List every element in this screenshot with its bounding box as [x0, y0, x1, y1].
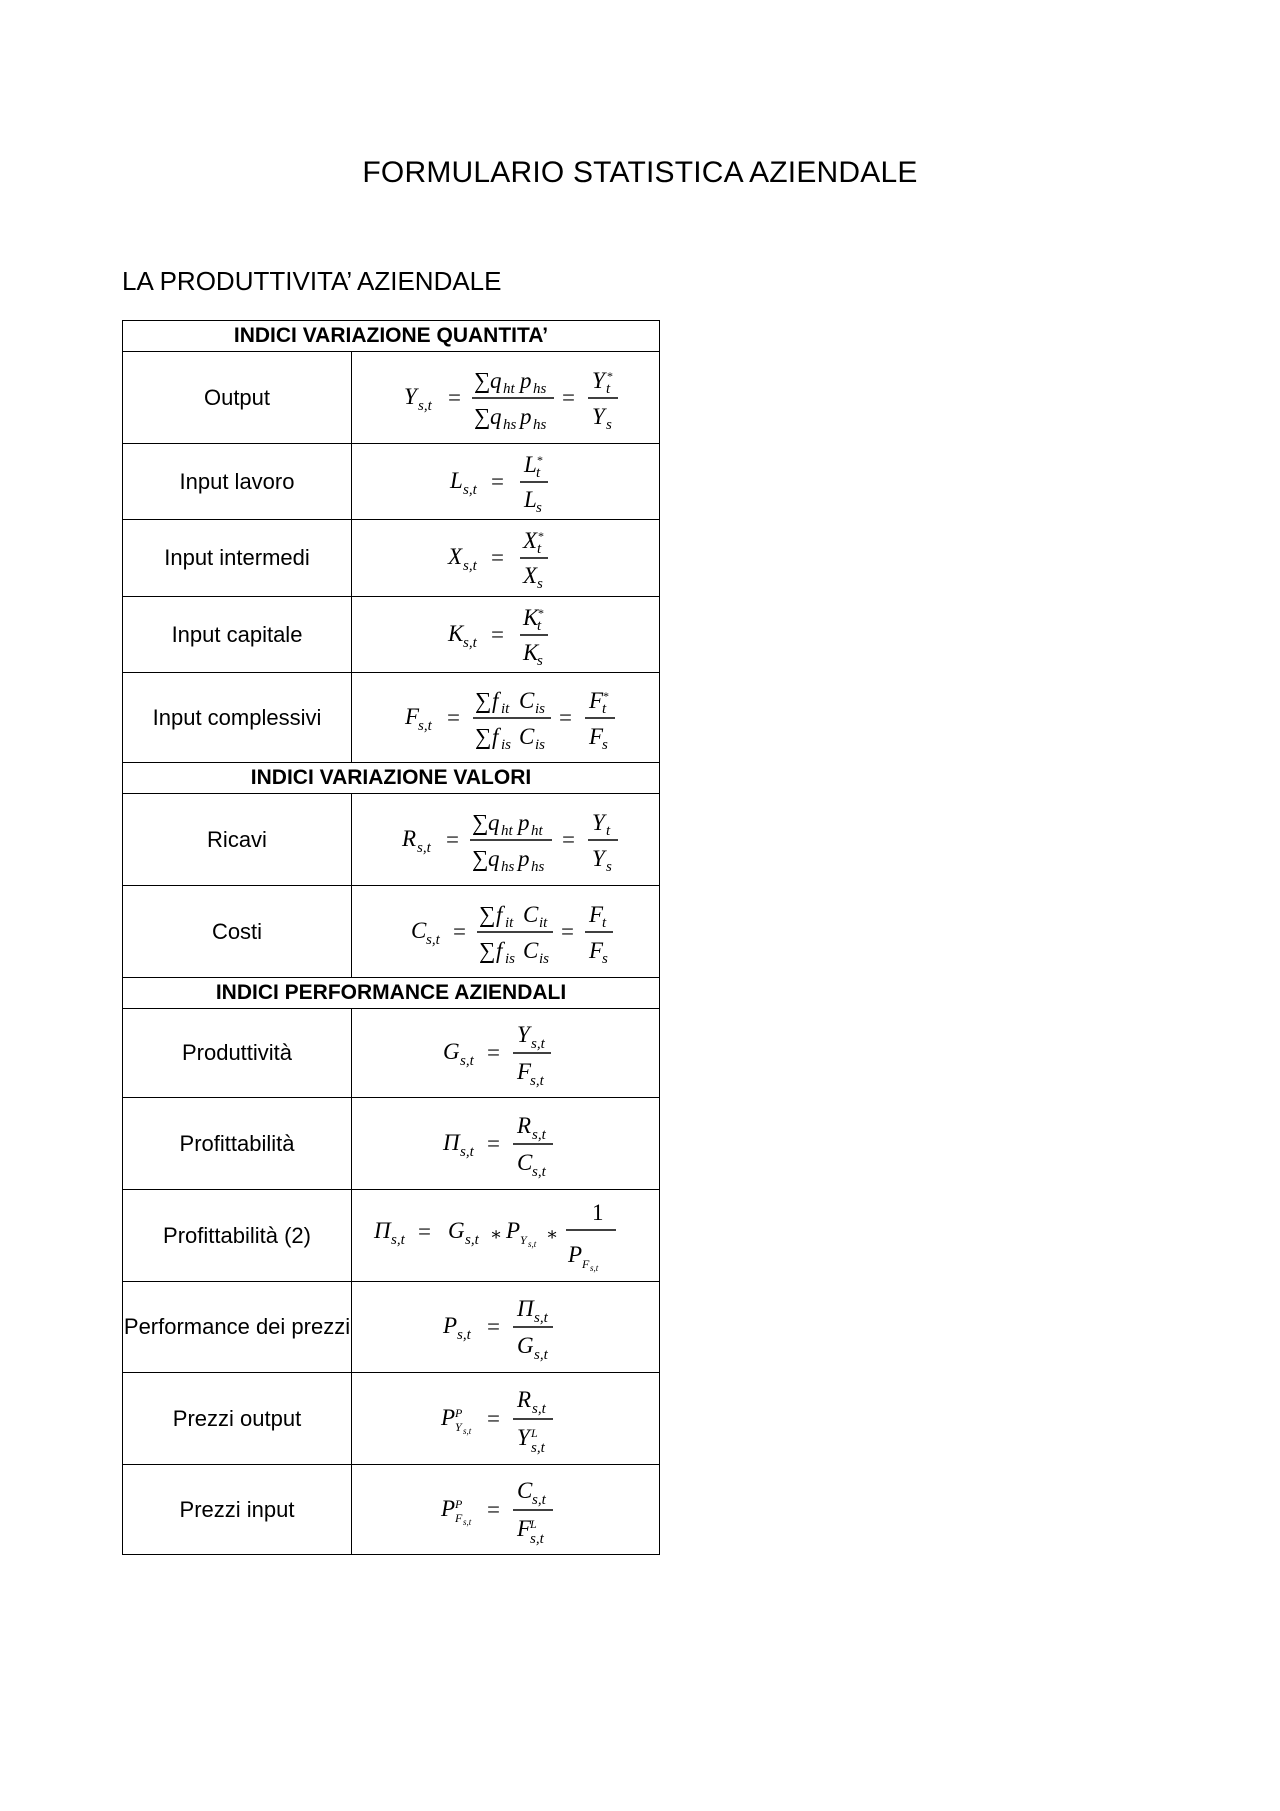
svg-text:G: G	[442, 1039, 460, 1064]
formula-input-capitale-graphic	[436, 600, 576, 670]
svg-text:s,t: s,t	[462, 558, 477, 574]
svg-text:s,t: s,t	[533, 1347, 548, 1363]
svg-text:K: K	[447, 620, 463, 646]
svg-text:C: C	[516, 1149, 532, 1175]
svg-text:s,t: s,t	[464, 1231, 479, 1248]
svg-text:R: R	[516, 1386, 531, 1412]
svg-text:s,t: s,t	[527, 1238, 536, 1249]
svg-text:Y: Y	[591, 403, 605, 429]
svg-text:*: *	[602, 688, 609, 703]
table-row	[123, 1373, 660, 1465]
formula-ricavi	[352, 794, 660, 886]
svg-text:s,t: s,t	[589, 1262, 598, 1273]
svg-text:s,t: s,t	[531, 1400, 546, 1417]
svg-text:L: L	[530, 1425, 538, 1440]
svg-text:p: p	[517, 809, 529, 835]
svg-text:P: P	[440, 1495, 455, 1521]
svg-text:q: q	[487, 809, 499, 835]
svg-text:C: C	[518, 723, 534, 749]
svg-text:s,t: s,t	[456, 1327, 471, 1343]
svg-text:s,t: s,t	[462, 1425, 471, 1436]
table-row	[123, 1282, 660, 1373]
row-label: Input capitale	[123, 597, 352, 673]
svg-text:s,t: s,t	[531, 1126, 546, 1143]
svg-text:K: K	[522, 604, 538, 630]
svg-text:R: R	[401, 825, 416, 851]
svg-text:F: F	[581, 1256, 589, 1271]
svg-text:∑: ∑	[478, 901, 495, 927]
svg-text:s: s	[536, 652, 543, 669]
svg-text:s,t: s,t	[462, 481, 477, 498]
svg-text:F: F	[516, 1515, 531, 1541]
svg-text:C: C	[518, 687, 534, 713]
svg-text:∑: ∑	[473, 403, 490, 429]
formula-input-lavoro	[352, 444, 660, 520]
svg-text:=: =	[561, 826, 575, 852]
svg-text:s: s	[601, 736, 608, 753]
svg-text:is: is	[500, 736, 511, 753]
table-row	[123, 1098, 660, 1190]
svg-text:=: =	[445, 826, 459, 852]
svg-text:q: q	[489, 367, 501, 393]
svg-text:Y: Y	[591, 809, 605, 835]
svg-text:K: K	[522, 639, 538, 665]
svg-text:t: t	[536, 617, 541, 634]
formula-performance-prezzi	[352, 1282, 660, 1373]
formula-output	[352, 352, 660, 444]
formula-input-intermedi	[352, 520, 660, 597]
svg-text:=: =	[490, 468, 504, 494]
svg-text:hs: hs	[502, 416, 516, 433]
svg-text:s,t: s,t	[531, 1163, 546, 1180]
formula-prezzi-output-graphic	[431, 1379, 581, 1459]
svg-text:ht: ht	[500, 822, 513, 839]
formula-costi	[352, 886, 660, 978]
svg-text:L: L	[449, 467, 463, 493]
formula-input-lavoro-graphic	[436, 447, 576, 517]
formula-input-complessivi-graphic	[371, 678, 641, 758]
svg-text:Π: Π	[442, 1129, 460, 1155]
svg-text:C: C	[522, 901, 538, 927]
svg-text:Y: Y	[403, 383, 417, 409]
table-row	[123, 673, 660, 763]
svg-text:Π: Π	[516, 1296, 534, 1321]
section-title: LA PRODUTTIVITA’ AZIENDALE	[122, 266, 502, 296]
group-header: INDICI PERFORMANCE AZIENDALI	[123, 978, 660, 1009]
svg-text:s: s	[605, 858, 612, 875]
svg-text:Y: Y	[516, 1424, 530, 1450]
svg-text:s,t: s,t	[417, 397, 432, 414]
svg-text:X: X	[522, 528, 537, 553]
svg-text:F: F	[454, 1510, 462, 1525]
formula-profittabilita	[352, 1098, 660, 1190]
table-row	[123, 794, 660, 886]
svg-text:1: 1	[591, 1199, 603, 1225]
svg-text:s,t: s,t	[462, 1516, 471, 1527]
row-label: Input lavoro	[123, 444, 352, 520]
svg-text:∗: ∗	[489, 1223, 502, 1244]
table-row	[123, 444, 660, 520]
svg-text:Y: Y	[591, 367, 605, 393]
svg-text:P: P	[567, 1241, 582, 1267]
svg-text:L: L	[523, 451, 537, 477]
row-label: Prezzi input	[123, 1465, 352, 1555]
svg-text:q: q	[487, 845, 499, 871]
formula-prezzi-input	[352, 1465, 660, 1555]
svg-text:p: p	[519, 367, 531, 393]
table-row	[123, 1465, 660, 1555]
svg-text:t: t	[605, 380, 610, 397]
row-label: Input complessivi	[123, 673, 352, 763]
svg-text:R: R	[516, 1112, 531, 1138]
svg-text:t: t	[536, 541, 541, 557]
svg-text:*: *	[536, 452, 543, 467]
table-row	[123, 352, 660, 444]
formula-costi-graphic	[371, 892, 641, 972]
group-header: INDICI VARIAZIONE VALORI	[123, 763, 660, 794]
svg-text:ht: ht	[502, 380, 515, 397]
svg-text:C: C	[410, 917, 426, 943]
svg-text:it: it	[500, 700, 509, 717]
svg-text:s,t: s,t	[533, 1310, 548, 1326]
svg-text:it: it	[504, 914, 513, 931]
formula-input-intermedi-graphic	[436, 523, 576, 593]
svg-text:ht: ht	[530, 822, 543, 839]
svg-text:s: s	[605, 416, 612, 433]
formula-output-graphic	[366, 358, 646, 438]
row-label: Prezzi output	[123, 1373, 352, 1465]
group-header-row	[123, 978, 660, 1009]
formula-profittabilita-2	[352, 1190, 660, 1282]
svg-text:=: =	[486, 1314, 500, 1339]
svg-text:=: =	[490, 621, 504, 647]
row-label: Produttività	[123, 1009, 352, 1098]
svg-text:∑: ∑	[471, 809, 488, 835]
svg-text:is: is	[504, 950, 515, 967]
svg-text:=: =	[486, 1496, 500, 1522]
svg-text:s,t: s,t	[530, 1036, 545, 1052]
formula-prezzi-input-graphic	[431, 1470, 581, 1550]
svg-text:Y: Y	[519, 1232, 527, 1247]
svg-text:P: P	[442, 1313, 457, 1338]
svg-text:Y: Y	[591, 845, 605, 871]
table-row	[123, 1009, 660, 1098]
group-header-row	[123, 321, 660, 352]
svg-text:∑: ∑	[471, 845, 488, 871]
svg-text:F: F	[404, 703, 419, 729]
formula-performance-prezzi-graphic	[431, 1289, 581, 1365]
row-label: Output	[123, 352, 352, 444]
document-title: FORMULARIO STATISTICA AZIENDALE	[362, 156, 918, 189]
svg-text:=: =	[560, 918, 574, 944]
svg-text:F: F	[516, 1059, 531, 1084]
formula-profittabilita-2-graphic	[366, 1194, 646, 1278]
svg-text:s,t: s,t	[530, 1439, 545, 1456]
svg-text:=: =	[417, 1218, 431, 1244]
formula-table	[122, 320, 660, 1555]
table-row	[123, 520, 660, 597]
svg-text:P: P	[454, 1405, 462, 1420]
svg-text:F: F	[588, 687, 603, 713]
svg-text:f: f	[491, 687, 498, 713]
group-header: INDICI VARIAZIONE QUANTITA’	[123, 321, 660, 352]
svg-text:P: P	[505, 1217, 520, 1243]
svg-text:s,t: s,t	[390, 1231, 405, 1248]
svg-text:is: is	[538, 950, 549, 967]
svg-text:s: s	[535, 499, 542, 516]
svg-text:f: f	[495, 937, 502, 963]
table-row	[123, 1190, 660, 1282]
svg-text:P: P	[454, 1496, 462, 1511]
svg-text:*: *	[537, 529, 544, 543]
svg-text:=: =	[486, 1130, 500, 1156]
svg-text:s,t: s,t	[529, 1530, 544, 1547]
svg-text:s,t: s,t	[459, 1143, 474, 1160]
svg-text:s: s	[536, 576, 543, 592]
svg-text:L: L	[523, 486, 537, 512]
svg-text:∑: ∑	[473, 367, 490, 393]
svg-text:s: s	[601, 950, 608, 967]
svg-text:=: =	[490, 545, 504, 570]
svg-text:=: =	[486, 1040, 500, 1065]
svg-text:hs: hs	[532, 380, 546, 397]
formula-produttivita	[352, 1009, 660, 1098]
svg-text:hs: hs	[500, 858, 514, 875]
svg-text:s,t: s,t	[459, 1053, 474, 1069]
formula-input-complessivi	[352, 673, 660, 763]
row-label: Input intermedi	[123, 520, 352, 597]
svg-text:C: C	[516, 1477, 532, 1503]
row-label: Profittabilità	[123, 1098, 352, 1190]
svg-text:p: p	[519, 403, 531, 429]
table-row	[123, 597, 660, 673]
svg-text:s,t: s,t	[529, 1073, 544, 1089]
svg-text:s,t: s,t	[417, 717, 432, 734]
svg-text:f: f	[495, 901, 502, 927]
formula-input-capitale	[352, 597, 660, 673]
svg-text:=: =	[486, 1405, 500, 1431]
svg-text:Y: Y	[516, 1022, 530, 1047]
svg-text:is: is	[534, 736, 545, 753]
row-label: Performance dei prezzi	[123, 1282, 352, 1373]
formula-ricavi-graphic	[366, 800, 646, 880]
svg-text:t: t	[605, 822, 610, 839]
svg-text:Π: Π	[373, 1217, 391, 1243]
svg-text:X: X	[447, 544, 462, 569]
svg-text:∑: ∑	[478, 937, 495, 963]
formula-profittabilita-graphic	[431, 1106, 581, 1182]
svg-text:C: C	[522, 937, 538, 963]
svg-text:*: *	[606, 368, 613, 383]
formula-prezzi-output	[352, 1373, 660, 1465]
svg-text:*: *	[537, 605, 544, 620]
svg-text:q: q	[489, 403, 501, 429]
svg-text:F: F	[588, 937, 603, 963]
svg-text:L: L	[529, 1516, 537, 1531]
svg-text:∗: ∗	[545, 1223, 558, 1244]
row-label: Profittabilità (2)	[123, 1190, 352, 1282]
svg-text:∑: ∑	[474, 723, 491, 749]
svg-text:=: =	[561, 384, 575, 410]
group-header-row	[123, 763, 660, 794]
row-label: Ricavi	[123, 794, 352, 886]
svg-text:s,t: s,t	[462, 634, 477, 651]
svg-text:t: t	[601, 700, 606, 717]
svg-text:t: t	[535, 464, 540, 481]
row-label: Costi	[123, 886, 352, 978]
svg-text:s,t: s,t	[425, 931, 440, 948]
svg-text:=: =	[558, 704, 572, 730]
svg-text:∑: ∑	[474, 687, 491, 713]
svg-text:is: is	[534, 700, 545, 717]
svg-text:it: it	[538, 914, 547, 931]
svg-text:G: G	[516, 1333, 534, 1358]
svg-text:p: p	[517, 845, 529, 871]
svg-text:t: t	[601, 914, 606, 931]
svg-text:X: X	[522, 563, 537, 588]
table-row	[123, 886, 660, 978]
svg-text:G: G	[447, 1217, 465, 1243]
svg-text:=: =	[452, 918, 466, 944]
svg-text:=: =	[446, 704, 460, 730]
svg-text:hs: hs	[530, 858, 544, 875]
svg-text:F: F	[588, 723, 603, 749]
svg-text:Y: Y	[454, 1419, 462, 1434]
svg-text:s,t: s,t	[416, 839, 431, 856]
svg-text:P: P	[440, 1404, 455, 1430]
svg-text:s,t: s,t	[531, 1491, 546, 1508]
formula-produttivita-graphic	[431, 1015, 581, 1091]
svg-text:=: =	[447, 384, 461, 410]
svg-text:f: f	[491, 723, 498, 749]
svg-text:F: F	[588, 901, 603, 927]
svg-text:hs: hs	[532, 416, 546, 433]
